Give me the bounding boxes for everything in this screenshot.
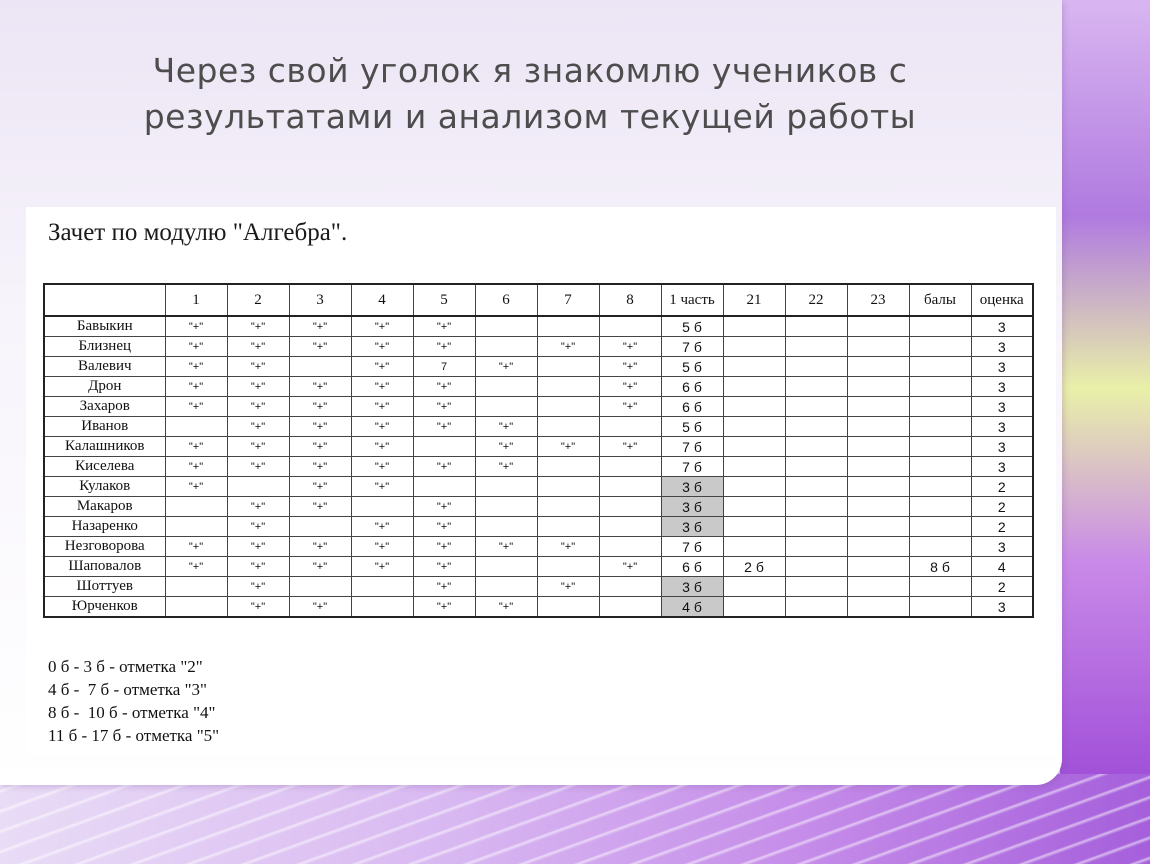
final-grade: 3 — [971, 537, 1033, 557]
document-heading: Зачет по модулю "Алгебра". — [48, 219, 348, 246]
task-mark — [227, 477, 289, 497]
task-mark: "+" — [227, 357, 289, 377]
final-grade: 3 — [971, 357, 1033, 377]
task-mark — [599, 537, 661, 557]
task-mark: "+" — [413, 377, 475, 397]
student-name: Близнец — [44, 337, 165, 357]
task-mark: "+" — [537, 577, 599, 597]
grades-table — [43, 283, 1034, 618]
task-mark — [599, 457, 661, 477]
task-21-score — [723, 597, 785, 618]
task-mark — [165, 597, 227, 618]
total-points — [909, 437, 971, 457]
task-mark: "+" — [599, 397, 661, 417]
task-mark: "+" — [289, 437, 351, 457]
final-grade: 2 — [971, 517, 1033, 537]
task-mark: "+" — [599, 357, 661, 377]
task-21-score — [723, 377, 785, 397]
part1-score: 3 б — [661, 477, 723, 497]
task-mark — [599, 577, 661, 597]
task-mark: "+" — [165, 357, 227, 377]
task-mark — [537, 597, 599, 618]
task-21-score — [723, 316, 785, 337]
task-mark — [475, 517, 537, 537]
scanned-document — [26, 207, 1056, 755]
task-mark — [537, 417, 599, 437]
column-header: 7 — [537, 284, 599, 316]
student-name: Юрченков — [44, 597, 165, 618]
task-mark — [413, 437, 475, 457]
student-name: Калашников — [44, 437, 165, 457]
task-mark: "+" — [413, 497, 475, 517]
table-row — [44, 477, 1033, 497]
column-header: 1 часть — [661, 284, 723, 316]
task-mark — [599, 417, 661, 437]
task-23-score — [847, 397, 909, 417]
total-points — [909, 577, 971, 597]
part1-score: 4 б — [661, 597, 723, 618]
column-header: 21 — [723, 284, 785, 316]
task-mark: "+" — [227, 437, 289, 457]
legend-line: 8 б - 10 б - отметка "4" — [48, 703, 216, 722]
task-mark: "+" — [289, 597, 351, 618]
student-name: Бавыкин — [44, 316, 165, 337]
part1-score: 3 б — [661, 497, 723, 517]
task-21-score — [723, 337, 785, 357]
task-mark: "+" — [413, 537, 475, 557]
final-grade: 2 — [971, 477, 1033, 497]
task-mark — [475, 557, 537, 577]
final-grade: 3 — [971, 316, 1033, 337]
task-mark: "+" — [165, 377, 227, 397]
student-name: Киселева — [44, 457, 165, 477]
task-mark — [289, 517, 351, 537]
task-mark: "+" — [289, 337, 351, 357]
part1-score: 7 б — [661, 537, 723, 557]
total-points — [909, 377, 971, 397]
task-22-score — [785, 597, 847, 618]
student-name: Шоттуев — [44, 577, 165, 597]
task-21-score — [723, 577, 785, 597]
task-mark: "+" — [413, 337, 475, 357]
task-mark: "+" — [289, 477, 351, 497]
part1-score: 5 б — [661, 316, 723, 337]
task-mark: "+" — [289, 397, 351, 417]
task-mark: "+" — [289, 316, 351, 337]
task-mark — [537, 357, 599, 377]
task-21-score — [723, 437, 785, 457]
task-21-score — [723, 357, 785, 377]
task-mark: "+" — [351, 377, 413, 397]
task-mark: "+" — [165, 437, 227, 457]
student-name: Дрон — [44, 377, 165, 397]
part1-score: 6 б — [661, 397, 723, 417]
task-mark: "+" — [475, 437, 537, 457]
task-mark: "+" — [475, 457, 537, 477]
final-grade: 3 — [971, 337, 1033, 357]
task-mark: "+" — [599, 377, 661, 397]
task-mark: "+" — [351, 437, 413, 457]
part1-score: 7 б — [661, 437, 723, 457]
part1-score: 7 б — [661, 457, 723, 477]
task-23-score — [847, 437, 909, 457]
task-21-score: 2 б — [723, 557, 785, 577]
task-22-score — [785, 337, 847, 357]
task-mark — [289, 357, 351, 377]
table-row — [44, 417, 1033, 437]
task-mark: "+" — [351, 357, 413, 377]
task-mark: "+" — [227, 417, 289, 437]
task-mark: "+" — [475, 417, 537, 437]
task-mark — [475, 477, 537, 497]
task-mark — [537, 497, 599, 517]
task-mark: "+" — [413, 557, 475, 577]
task-mark — [599, 477, 661, 497]
task-mark: "+" — [537, 337, 599, 357]
student-name: Назаренко — [44, 517, 165, 537]
table-row — [44, 357, 1033, 377]
total-points — [909, 477, 971, 497]
task-23-score — [847, 316, 909, 337]
task-mark: "+" — [165, 337, 227, 357]
task-23-score — [847, 337, 909, 357]
legend-line: 4 б - 7 б - отметка "3" — [48, 680, 207, 699]
task-mark: "+" — [289, 417, 351, 437]
task-22-score — [785, 417, 847, 437]
task-mark: "+" — [413, 457, 475, 477]
task-mark: "+" — [289, 537, 351, 557]
task-mark: "+" — [289, 377, 351, 397]
student-name: Незговорова — [44, 537, 165, 557]
task-mark — [351, 577, 413, 597]
task-23-score — [847, 377, 909, 397]
table-row — [44, 457, 1033, 477]
final-grade: 3 — [971, 597, 1033, 618]
table-body — [44, 316, 1033, 617]
task-mark: "+" — [227, 457, 289, 477]
task-23-score — [847, 357, 909, 377]
task-mark: "+" — [227, 397, 289, 417]
total-points — [909, 537, 971, 557]
student-name: Шаповалов — [44, 557, 165, 577]
part1-score: 6 б — [661, 557, 723, 577]
table-header-row — [44, 284, 1033, 316]
task-mark: "+" — [165, 537, 227, 557]
task-mark: "+" — [227, 597, 289, 618]
column-header: 1 — [165, 284, 227, 316]
task-23-score — [847, 477, 909, 497]
task-22-score — [785, 517, 847, 537]
task-22-score — [785, 316, 847, 337]
part1-score: 6 б — [661, 377, 723, 397]
column-header: 6 — [475, 284, 537, 316]
final-grade: 3 — [971, 437, 1033, 457]
student-name: Захаров — [44, 397, 165, 417]
task-21-score — [723, 477, 785, 497]
task-mark: "+" — [289, 497, 351, 517]
total-points — [909, 497, 971, 517]
final-grade: 3 — [971, 417, 1033, 437]
task-mark: "+" — [413, 417, 475, 437]
task-mark — [165, 497, 227, 517]
grading-legend — [48, 655, 219, 747]
task-mark: "+" — [227, 337, 289, 357]
table-row — [44, 577, 1033, 597]
task-23-score — [847, 597, 909, 618]
task-mark: "+" — [351, 417, 413, 437]
column-header: балы — [909, 284, 971, 316]
column-header: 23 — [847, 284, 909, 316]
task-mark: "+" — [599, 337, 661, 357]
table-row — [44, 497, 1033, 517]
slide-title: Через свой уголок я знакомлю учеников с результатами и анализом текущей работы — [143, 51, 917, 136]
table-row — [44, 537, 1033, 557]
task-mark — [475, 316, 537, 337]
task-mark: "+" — [413, 577, 475, 597]
part1-score: 3 б — [661, 577, 723, 597]
task-mark — [537, 397, 599, 417]
task-mark — [351, 597, 413, 618]
task-mark: "+" — [537, 437, 599, 457]
total-points — [909, 357, 971, 377]
task-21-score — [723, 417, 785, 437]
task-mark: "+" — [599, 557, 661, 577]
task-mark: "+" — [351, 337, 413, 357]
task-mark: "+" — [537, 537, 599, 557]
task-mark — [537, 557, 599, 577]
task-23-score — [847, 517, 909, 537]
task-mark: "+" — [351, 517, 413, 537]
task-mark: "+" — [227, 377, 289, 397]
task-mark — [351, 497, 413, 517]
task-22-score — [785, 377, 847, 397]
column-header: 3 — [289, 284, 351, 316]
task-mark: "+" — [413, 597, 475, 618]
student-name: Кулаков — [44, 477, 165, 497]
task-mark: "+" — [165, 316, 227, 337]
legend-line: 0 б - 3 б - отметка "2" — [48, 657, 203, 676]
task-mark — [475, 337, 537, 357]
part1-score: 5 б — [661, 417, 723, 437]
task-mark: "+" — [413, 397, 475, 417]
table-row — [44, 597, 1033, 618]
task-mark — [599, 497, 661, 517]
task-21-score — [723, 497, 785, 517]
task-22-score — [785, 497, 847, 517]
total-points — [909, 517, 971, 537]
task-21-score — [723, 457, 785, 477]
task-21-score — [723, 397, 785, 417]
task-mark — [475, 397, 537, 417]
task-mark — [475, 497, 537, 517]
table-row — [44, 337, 1033, 357]
legend-line: 11 б - 17 б - отметка "5" — [48, 726, 220, 745]
final-grade: 2 — [971, 577, 1033, 597]
task-mark: "+" — [413, 316, 475, 337]
task-22-score — [785, 537, 847, 557]
task-22-score — [785, 557, 847, 577]
task-mark — [475, 577, 537, 597]
column-header: 2 — [227, 284, 289, 316]
task-mark: "+" — [351, 397, 413, 417]
task-22-score — [785, 577, 847, 597]
task-23-score — [847, 457, 909, 477]
final-grade: 3 — [971, 377, 1033, 397]
task-mark: "+" — [227, 517, 289, 537]
task-mark — [537, 517, 599, 537]
task-mark: "+" — [475, 357, 537, 377]
task-mark: "+" — [289, 457, 351, 477]
total-points — [909, 417, 971, 437]
task-22-score — [785, 437, 847, 457]
column-header: оценка — [971, 284, 1033, 316]
table-row — [44, 517, 1033, 537]
student-name: Макаров — [44, 497, 165, 517]
table-row — [44, 316, 1033, 337]
total-points — [909, 316, 971, 337]
task-21-score — [723, 537, 785, 557]
total-points — [909, 397, 971, 417]
task-mark — [537, 477, 599, 497]
task-mark: "+" — [413, 517, 475, 537]
column-header: 4 — [351, 284, 413, 316]
task-22-score — [785, 477, 847, 497]
table-row — [44, 377, 1033, 397]
total-points — [909, 337, 971, 357]
column-header: 8 — [599, 284, 661, 316]
task-mark — [165, 577, 227, 597]
final-grade: 2 — [971, 497, 1033, 517]
task-mark: "+" — [165, 457, 227, 477]
task-mark: "+" — [599, 437, 661, 457]
table-row — [44, 557, 1033, 577]
table-row — [44, 437, 1033, 457]
task-mark: "+" — [351, 477, 413, 497]
task-mark — [537, 457, 599, 477]
task-23-score — [847, 417, 909, 437]
column-header: 5 — [413, 284, 475, 316]
task-23-score — [847, 497, 909, 517]
task-mark — [599, 517, 661, 537]
task-22-score — [785, 397, 847, 417]
task-mark: "+" — [227, 497, 289, 517]
decorative-side-band — [1060, 0, 1150, 864]
task-mark: "+" — [227, 537, 289, 557]
task-mark — [475, 377, 537, 397]
task-mark: "+" — [475, 537, 537, 557]
task-23-score — [847, 577, 909, 597]
part1-score: 5 б — [661, 357, 723, 377]
final-grade: 3 — [971, 457, 1033, 477]
table-row — [44, 397, 1033, 417]
task-mark — [413, 477, 475, 497]
task-mark: "+" — [227, 577, 289, 597]
decorative-stripes — [0, 774, 1150, 864]
task-mark — [537, 377, 599, 397]
task-mark: 7 — [413, 357, 475, 377]
task-mark: "+" — [227, 557, 289, 577]
task-mark: "+" — [351, 537, 413, 557]
task-mark: "+" — [351, 557, 413, 577]
task-mark — [599, 316, 661, 337]
task-mark — [599, 597, 661, 618]
task-23-score — [847, 557, 909, 577]
task-mark: "+" — [351, 457, 413, 477]
part1-score: 3 б — [661, 517, 723, 537]
student-name: Валевич — [44, 357, 165, 377]
task-mark: "+" — [227, 316, 289, 337]
task-mark: "+" — [475, 597, 537, 618]
final-grade: 4 — [971, 557, 1033, 577]
total-points — [909, 597, 971, 618]
student-name: Иванов — [44, 417, 165, 437]
task-mark: "+" — [351, 316, 413, 337]
total-points — [909, 457, 971, 477]
column-header — [44, 284, 165, 316]
task-mark — [537, 316, 599, 337]
task-mark — [165, 517, 227, 537]
task-mark — [165, 417, 227, 437]
task-mark: "+" — [165, 557, 227, 577]
final-grade: 3 — [971, 397, 1033, 417]
column-header: 22 — [785, 284, 847, 316]
task-mark: "+" — [165, 397, 227, 417]
part1-score: 7 б — [661, 337, 723, 357]
task-mark: "+" — [289, 557, 351, 577]
task-23-score — [847, 537, 909, 557]
task-22-score — [785, 457, 847, 477]
task-22-score — [785, 357, 847, 377]
task-mark: "+" — [165, 477, 227, 497]
task-21-score — [723, 517, 785, 537]
total-points: 8 б — [909, 557, 971, 577]
task-mark — [289, 577, 351, 597]
